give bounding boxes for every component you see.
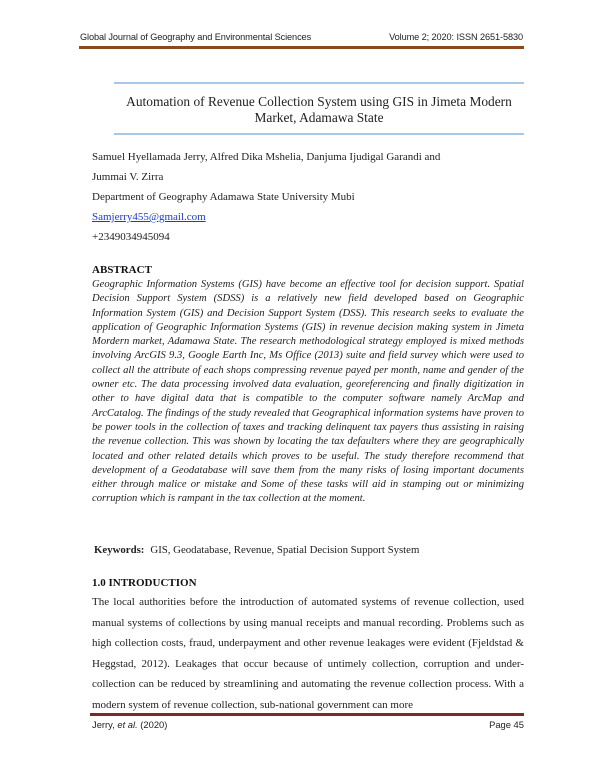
introduction-heading: 1.0 INTRODUCTION [92, 577, 197, 589]
journal-name: Global Journal of Geography and Environmental Sciences [80, 32, 312, 42]
abstract-heading: ABSTRACT [92, 264, 152, 276]
affiliation: Department of Geography Adamawa State University Mubi [92, 191, 355, 203]
header-rule [79, 46, 524, 49]
title-rule-top [114, 82, 524, 84]
paper-title: Automation of Revenue Collection System using GIS in Jimeta Modern Market, Adamawa State [126, 94, 512, 125]
page-footer [92, 719, 524, 730]
footer-etal: et al. [117, 719, 138, 730]
introduction-text: The local authorities before the introduction of automated systems of revenue collection, used manual systems of collections by using manual receipts and manual recording. Problems such as high collection costs, fraud, underpayment and other revenue leakages were evident (Fjeldstad & Heggstad, 2012). Leakages that occur because of untimely collection, corruption and under- collection can be reduced by streamlining and automating the revenue collection process. With a modern system of revenue collection, sub-national government can more [92, 596, 524, 711]
phone-number: +2349034945094 [92, 231, 170, 243]
footer-rule [90, 713, 524, 716]
title-rule-bottom [114, 133, 524, 135]
abstract-text: Geographic Information Systems (GIS) have become an effective tool for decision support. Spatial Decision Support System (SDSS) is a relatively new field developed based on Geographic Information System (GIS) and Decision Support System (DSS). This research seeks to evaluate the application of Geographic Information Systems (GIS) in revenue decision making system in Jimeta Mordern market, Adamawa State. The research methodological strategy employed is mixed methods involving ArcGIS 9.3, Google Earth Inc, Ms Office (2013) suite and field survey which were used to collect all the attribute of each shops compressing revenue payed per month, name and gender of the owner etc. The data processing involved data evaluation, georeferencing and finally digitization in other to have digital data that is compatible to the computer software namely ArcMap and ArcCatalog. The findings of the study revealed that Geographical information systems have proven to be power tools in the collection of taxes and tracking delinquent tax payers thus assisting in raising the revenue collection. This was shown by locating the tax defaulters where they are geographically located and other related details which proves to be useful. The study therefore recommend that development of a Geodatabase will save them from the many risks of losing important documents either through malice or mistake and Some of these tasks will aid in stamping out or minimizing corruption which is rampant in the tax collection at the moment. [92, 279, 524, 505]
authors-line-1: Samuel Hyellamada Jerry, Alfred Dika Mshelia, Danjuma Ijudigal Garandi and [92, 151, 441, 163]
authors-line-2: Jummai V. Zirra [92, 171, 164, 183]
footer-citation [92, 719, 167, 730]
running-header [80, 32, 523, 42]
footer-author: Jerry, [92, 719, 118, 730]
email-link[interactable]: Samjerry455@gmail.com [92, 211, 206, 223]
volume-issn: Volume 2; 2020: ISSN 2651-5830 [389, 32, 523, 42]
keywords [94, 544, 534, 556]
author-block [92, 150, 532, 250]
keywords-label: Keywords: [94, 544, 145, 556]
keywords-list: GIS, Geodatabase, Revenue, Spatial Decision Support System [150, 544, 420, 556]
footer-year: (2020) [137, 719, 168, 730]
page-number: Page 45 [489, 719, 524, 730]
